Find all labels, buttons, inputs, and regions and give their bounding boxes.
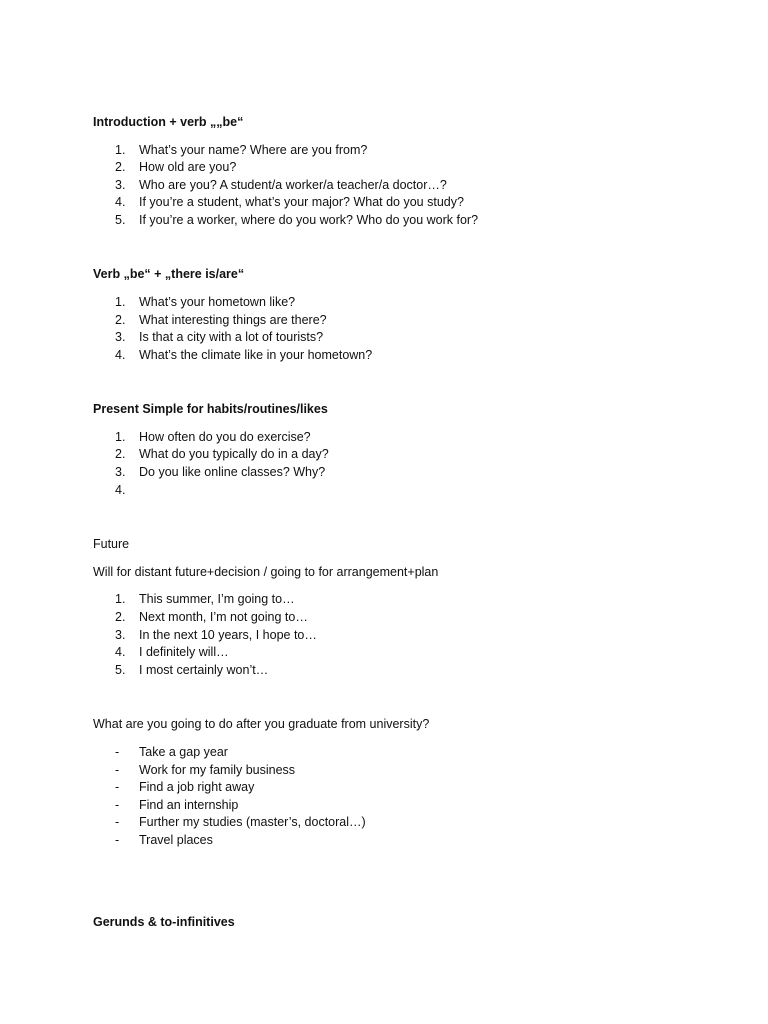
list-item: 5. If you’re a worker, where do you work? Who do you work for? [115,213,479,227]
section-heading-present-simple: Present Simple for habits/routines/likes [93,402,328,416]
list-marker: 4. [115,348,126,362]
list-marker: 2. [115,447,126,461]
list-item: - Travel places [115,833,213,847]
list-marker: 4. [115,483,126,497]
list-marker: 5. [115,663,126,677]
list-item: 2. What interesting things are there? [115,313,327,327]
list-item: 4. What’s the climate like in your hometown? [115,348,373,362]
list-item: 2. What do you typically do in a day? [115,447,329,461]
list-item: - Take a gap year [115,745,228,759]
section-heading-after-graduation: What are you going to do after you graduate from university? [93,717,430,731]
list-item: 2. Next month, I’m not going to… [115,610,308,624]
list-marker: 3. [115,628,126,642]
section-heading-introduction: Introduction + verb „„be“ [93,115,244,129]
list-item: 1. What’s your hometown like? [115,295,296,309]
list-marker: 4. [115,645,126,659]
list-item: - Work for my family business [115,763,296,777]
list-marker: 5. [115,213,126,227]
list-bullet: - [115,833,120,847]
list-item: - Find a job right away [115,780,255,794]
list-marker: 1. [115,295,126,309]
list-marker: 1. [115,430,126,444]
list-marker: 1. [115,143,126,157]
list-item: 3. Is that a city with a lot of tourists? [115,330,324,344]
list-bullet: - [115,780,120,794]
list-marker: 3. [115,465,126,479]
list-item: - Find an internship [115,798,239,812]
list-bullet: - [115,815,120,829]
list-bullet: - [115,745,120,759]
list-marker: 3. [115,178,126,192]
list-marker: 1. [115,592,126,606]
list-item: 5. I most certainly won’t… [115,663,269,677]
list-item: 3. Who are you? A student/a worker/a teacher/a doctor…? [115,178,447,192]
list-item: - Further my studies (master’s, doctoral…) [115,815,366,829]
list-marker: 3. [115,330,126,344]
list-item: 1. What’s your name? Where are you from? [115,143,368,157]
list-marker: 2. [115,610,126,624]
list-marker: 2. [115,313,126,327]
list-marker: 4. [115,195,126,209]
list-marker: 2. [115,160,126,174]
list-item: 3. In the next 10 years, I hope to… [115,628,317,642]
list-bullet: - [115,798,120,812]
section-heading-future: Future [93,537,130,551]
list-item: 2. How old are you? [115,160,237,174]
section-heading-gerunds: Gerunds & to-infinitives [93,915,235,929]
list-item [115,482,139,499]
list-bullet: - [115,763,120,777]
section-subheading-future: Will for distant future+decision / going to for arrangement+plan [93,565,439,579]
list-item: 4. If you’re a student, what’s your major? What do you study? [115,195,464,209]
list-item: 4. I definitely will… [115,645,229,659]
list-item: 1. This summer, I’m going to… [115,592,295,606]
section-heading-verb-be: Verb „be“ + „there is/are“ [93,267,245,281]
list-item: 1. How often do you do exercise? [115,430,311,444]
list-item: 3. Do you like online classes? Why? [115,465,326,479]
